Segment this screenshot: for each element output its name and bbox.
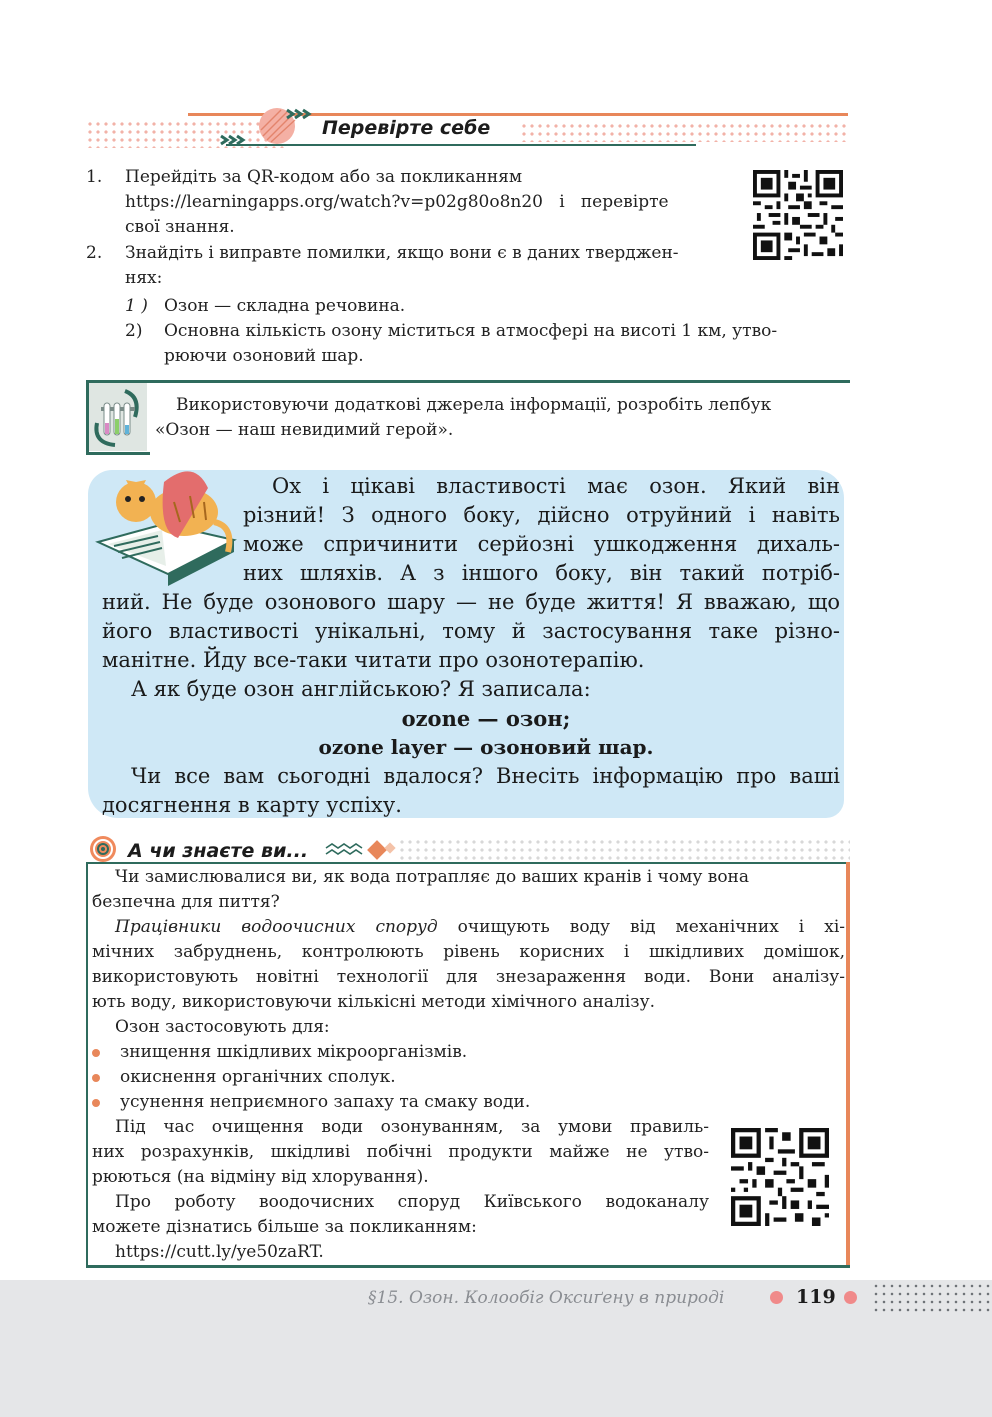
dyk-p3-line-2: них розрахунків, шкідливі побічні продукти майже не утво-	[92, 1142, 709, 1162]
dyk-frame-right	[846, 862, 850, 1266]
task-1-line-3: свої знання.	[125, 217, 235, 237]
dyk-p1-line-2: безпечна для пиття?	[92, 892, 280, 912]
task-2-number: 2.	[86, 243, 103, 263]
page-number: 119	[796, 1286, 836, 1308]
footer-dots	[872, 1282, 992, 1312]
footer-chapter: §15. Озон. Колообіг Оксиґену в природі	[368, 1288, 725, 1308]
dyk-p2-line-4: ють воду, використовуючи кількісні методи хімічного аналізу.	[92, 992, 655, 1012]
tip-line-2: «Озон — наш невидимий герой».	[155, 420, 454, 440]
spiral-icon	[86, 834, 122, 864]
dyk-p2-line-2: мічних забруднень, контролюють рівень корисних і шкідливих домішок,	[92, 942, 845, 962]
dyk-frame-bottom	[86, 1265, 850, 1268]
qr-code-1[interactable]	[752, 170, 844, 260]
task-1-line-1: Перейдіть за QR-кодом або за покликанням	[125, 167, 523, 187]
dyk-use-3: усунення неприємного запаху та смаку води.	[120, 1092, 531, 1112]
term-ozone: ozone — озон;	[401, 706, 571, 731]
page-number-dot-right	[844, 1291, 857, 1304]
bubble-line-7: манітне. Йду все-таки читати про озонотерапію.	[102, 648, 645, 672]
bubble-line-2: різний! З одного боку, дійсно отруйний і навіть	[243, 503, 840, 527]
dyk-p2-line-3: використовують новітні технології для знезараження води. Вони аналізу-	[92, 967, 845, 987]
tiger-reading-book-icon	[94, 462, 238, 590]
dyk-link[interactable]: https://cutt.ly/ye50zaRT.	[115, 1242, 324, 1262]
statement-2-line-1: Основна кількість озону міститься в атмосфері на висоті 1 км, утво-	[164, 321, 778, 341]
page-number-dot-left	[770, 1291, 783, 1304]
bullet-dot	[92, 1049, 100, 1057]
wave-diamond-icon	[324, 840, 400, 862]
test-tubes-icon	[89, 383, 147, 451]
dyk-p4-line-2: можете дізнатись більше за покликанням:	[92, 1217, 477, 1237]
dyk-p2-line-1	[115, 915, 845, 940]
dyk-uses-intro: Озон застосовують для:	[115, 1017, 330, 1037]
task-2-line-1: Знайдіть і виправте помилки, якщо вони є в даних тверджен-	[125, 243, 679, 263]
dyk-p2-italic: Працівники водоочисних споруд	[115, 917, 438, 937]
bubble-line-5: ний. Не буде озонового шару — не буде життя! Я вважаю, що	[102, 590, 840, 614]
header-bottom-line	[226, 144, 696, 146]
bubble-line-3: може спричинити серйозні ушкодження дихаль-	[243, 532, 840, 556]
dyk-p4-line-1: Про роботу воодочисних споруд Київського водоканалу	[115, 1192, 709, 1212]
statement-2-line-2: рюючи озоновий шар.	[164, 346, 364, 366]
dyk-p3-line-1: Під час очищення води озонуванням, за умови правиль-	[115, 1117, 709, 1137]
statement-2-number: 2)	[125, 321, 143, 341]
section-title: Перевірте себе	[318, 117, 494, 139]
did-you-know-dots	[398, 838, 850, 860]
task-2-line-2: нях:	[125, 268, 163, 288]
tip-frame-bottom	[86, 452, 150, 455]
bubble-closing-1: Чи все вам сьогодні вдалося? Внесіть інформацію про ваші	[131, 764, 840, 788]
dyk-frame-left	[86, 862, 88, 1266]
term-ozone-layer: ozone layer — озоновий шар.	[318, 735, 654, 759]
task-1-number: 1.	[86, 167, 103, 187]
bubble-line-4: них шляхів. А з іншого боку, він такий потріб-	[243, 561, 840, 585]
dyk-use-2: окиснення органічних сполук.	[120, 1067, 396, 1087]
bubble-closing-2: досягнення в карту успіху.	[102, 793, 402, 817]
dyk-p2-rest: очищують воду від механічних і хі-	[437, 917, 845, 937]
dyk-top-line	[86, 862, 850, 864]
dyk-p3-line-3: рюються (на відміну від хлорування).	[92, 1167, 429, 1187]
tip-line-1: Використовуючи додаткові джерела інформації, розробіть лепбук	[176, 395, 772, 415]
bubble-line-6: його властивості унікальні, тому й застосування таке різно-	[102, 619, 840, 643]
tip-frame-top	[86, 380, 850, 383]
bubble-line-8: А як буде озон англійською? Я записала:	[131, 677, 591, 701]
bullet-dot	[92, 1099, 100, 1107]
did-you-know-title: А чи знаєте ви...	[128, 840, 309, 862]
statement-1-number: 1 )	[125, 296, 148, 316]
bubble-line-1: Ох і цікаві властивості має озон. Який він	[272, 474, 840, 498]
qr-code-2[interactable]	[730, 1128, 830, 1226]
bullet-dot	[92, 1074, 100, 1082]
header-dots-right	[520, 122, 848, 142]
dyk-p1-line-1: Чи замислювалися ви, як вода потрапляє до ваших кранів і чому вона	[115, 867, 750, 887]
statement-1-text: Озон — складна речовина.	[164, 296, 406, 316]
dyk-use-1: знищення шкідливих мікроорганізмів.	[120, 1042, 468, 1062]
task-1-line-2: https://learningapps.org/watch?v=p02g80o8n20 і перевірте	[125, 192, 669, 212]
